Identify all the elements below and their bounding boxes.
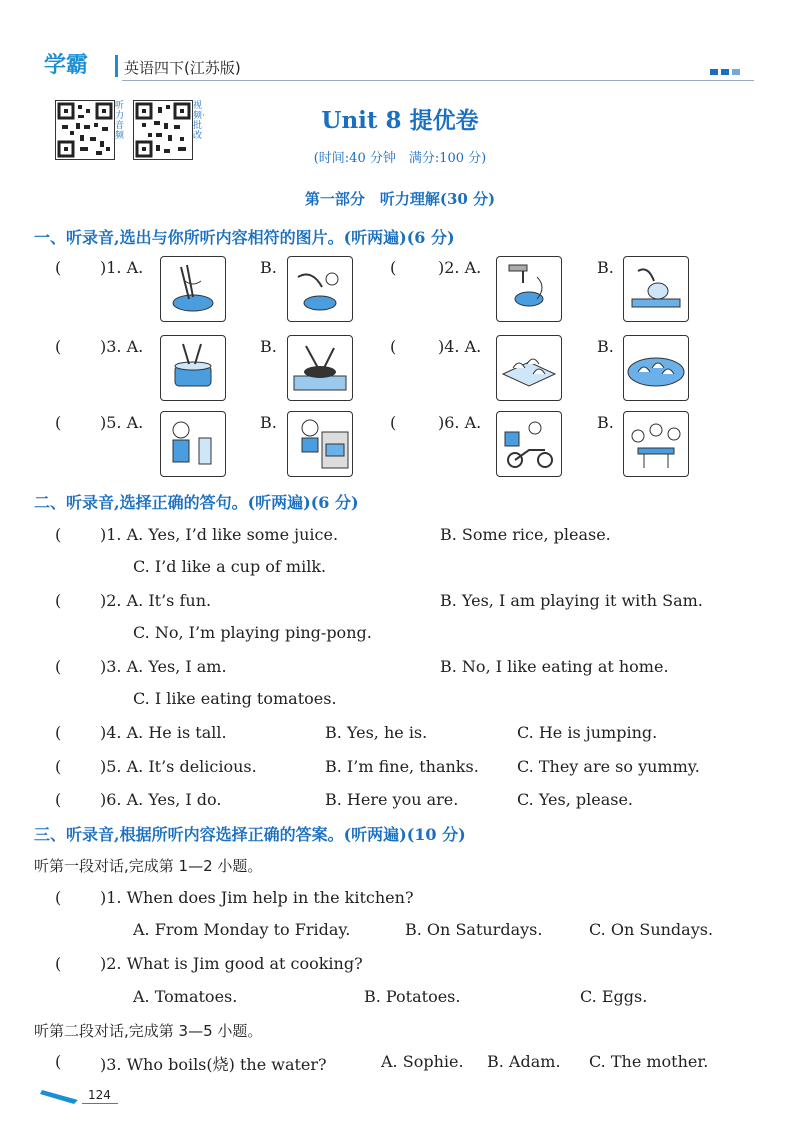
question-number: )3. A. bbox=[100, 337, 144, 356]
header-square-icon bbox=[732, 69, 740, 75]
brand-divider bbox=[115, 55, 118, 77]
question-text: )4. A. He is tall. bbox=[100, 723, 227, 742]
option-b: B. No, I like eating at home. bbox=[440, 657, 669, 676]
answer-bracket[interactable]: ( bbox=[55, 954, 62, 973]
option-b-label: B. bbox=[597, 337, 614, 356]
header-square-icon bbox=[721, 69, 729, 75]
option-b: B. I’m fine, thanks. bbox=[325, 757, 479, 776]
header-rule bbox=[122, 80, 754, 81]
boy-blender-icon[interactable] bbox=[160, 411, 226, 477]
option-b: B. Here you are. bbox=[325, 790, 459, 809]
answer-bracket[interactable]: ( bbox=[55, 413, 62, 432]
book-subtitle: 英语四下(江苏版) bbox=[124, 59, 241, 77]
stove-cooking-icon[interactable] bbox=[287, 335, 353, 401]
boy-oven-icon[interactable] bbox=[287, 411, 353, 477]
question-number: )5. A. bbox=[100, 413, 144, 432]
question-text: )2. A. It’s fun. bbox=[100, 591, 212, 610]
question-text: )6. A. Yes, I do. bbox=[100, 790, 222, 809]
brand-logo: 学霸 bbox=[44, 53, 89, 78]
section-heading: 一、听录音,选出与你所听内容相符的图片。(听两遍)(6 分) bbox=[34, 228, 455, 247]
answer-bracket[interactable]: ( bbox=[55, 888, 62, 907]
question-text: )1. When does Jim help in the kitchen? bbox=[100, 888, 414, 907]
option-b: B. Adam. bbox=[487, 1052, 561, 1071]
answer-bracket[interactable]: ( bbox=[390, 258, 397, 277]
option-c: C. They are so yummy. bbox=[517, 757, 700, 776]
dumplings-plate-icon[interactable] bbox=[623, 335, 689, 401]
option-c: C. Eggs. bbox=[580, 987, 648, 1006]
question-number: )2. A. bbox=[438, 258, 482, 277]
option-a: A. From Monday to Friday. bbox=[133, 920, 351, 939]
option-b-label: B. bbox=[260, 413, 277, 432]
answer-bracket[interactable]: ( bbox=[55, 1052, 62, 1071]
footer-rule bbox=[82, 1103, 118, 1104]
question-number: )6. A. bbox=[438, 413, 482, 432]
question-text: )1. A. Yes, I’d like some juice. bbox=[100, 525, 339, 544]
part-title: 第一部分 听力理解(30 分) bbox=[304, 190, 496, 208]
option-c: C. The mother. bbox=[589, 1052, 709, 1071]
option-b-label: B. bbox=[597, 413, 614, 432]
answer-bracket[interactable]: ( bbox=[55, 723, 62, 742]
answer-bracket[interactable]: ( bbox=[55, 525, 62, 544]
option-b: B. Some rice, please. bbox=[440, 525, 611, 544]
question-number: )4. A. bbox=[438, 337, 482, 356]
option-b-label: B. bbox=[260, 258, 277, 277]
dialog-instruction: 听第一段对话,完成第 1—2 小题。 bbox=[34, 857, 263, 875]
qr-label: 听力音频 bbox=[115, 101, 125, 141]
pencil-icon bbox=[40, 1088, 82, 1104]
answer-bracket[interactable]: ( bbox=[390, 337, 397, 356]
family-dinner-icon[interactable] bbox=[623, 411, 689, 477]
section-heading: 三、听录音,根据所听内容选择正确的答案。(听两遍)(10 分) bbox=[34, 825, 466, 844]
answer-bracket[interactable]: ( bbox=[55, 258, 62, 277]
option-b: B. Yes, he is. bbox=[325, 723, 428, 742]
page-number: 124 bbox=[88, 1088, 111, 1102]
option-b: B. Potatoes. bbox=[364, 987, 461, 1006]
answer-bracket[interactable]: ( bbox=[55, 757, 62, 776]
qr-label: 视频·批改 bbox=[193, 101, 205, 141]
option-a: A. Tomatoes. bbox=[133, 987, 238, 1006]
time-info: (时间:40 分钟 满分:100 分) bbox=[313, 151, 487, 166]
washing-bowl-icon[interactable] bbox=[287, 256, 353, 322]
answer-bracket[interactable]: ( bbox=[55, 591, 62, 610]
answer-bracket[interactable]: ( bbox=[55, 657, 62, 676]
page-title: Unit 8 提优卷 bbox=[321, 107, 479, 134]
cooking-pot-icon[interactable] bbox=[160, 335, 226, 401]
option-c: C. On Sundays. bbox=[589, 920, 714, 939]
dialog-instruction: 听第二段对话,完成第 3—5 小题。 bbox=[34, 1022, 263, 1040]
option-c: C. Yes, please. bbox=[517, 790, 633, 809]
question-text: )2. What is Jim good at cooking? bbox=[100, 954, 363, 973]
question-text: )3. A. Yes, I am. bbox=[100, 657, 227, 676]
section-heading: 二、听录音,选择正确的答句。(听两遍)(6 分) bbox=[34, 493, 359, 512]
option-a: A. Sophie. bbox=[381, 1052, 464, 1071]
option-c: C. He is jumping. bbox=[517, 723, 658, 742]
option-b: B. On Saturdays. bbox=[405, 920, 543, 939]
header-square-icon bbox=[710, 69, 718, 75]
delivery-scooter-icon[interactable] bbox=[496, 411, 562, 477]
tap-washing-icon[interactable] bbox=[496, 256, 562, 322]
question-text: )5. A. It’s delicious. bbox=[100, 757, 257, 776]
option-b: B. Yes, I am playing it with Sam. bbox=[440, 591, 703, 610]
option-c: C. No, I’m playing ping-pong. bbox=[133, 623, 372, 642]
dumplings-tray-icon[interactable] bbox=[496, 335, 562, 401]
question-text: )3. Who boils(烧) the water? bbox=[100, 1055, 327, 1074]
option-c: C. I’d like a cup of milk. bbox=[133, 557, 327, 576]
answer-bracket[interactable]: ( bbox=[390, 413, 397, 432]
cutting-board-icon[interactable] bbox=[623, 256, 689, 322]
option-b-label: B. bbox=[597, 258, 614, 277]
option-b-label: B. bbox=[260, 337, 277, 356]
question-number: )1. A. bbox=[100, 258, 144, 277]
noodles-bowl-icon[interactable] bbox=[160, 256, 226, 322]
answer-bracket[interactable]: ( bbox=[55, 790, 62, 809]
option-c: C. I like eating tomatoes. bbox=[133, 689, 337, 708]
answer-bracket[interactable]: ( bbox=[55, 337, 62, 356]
